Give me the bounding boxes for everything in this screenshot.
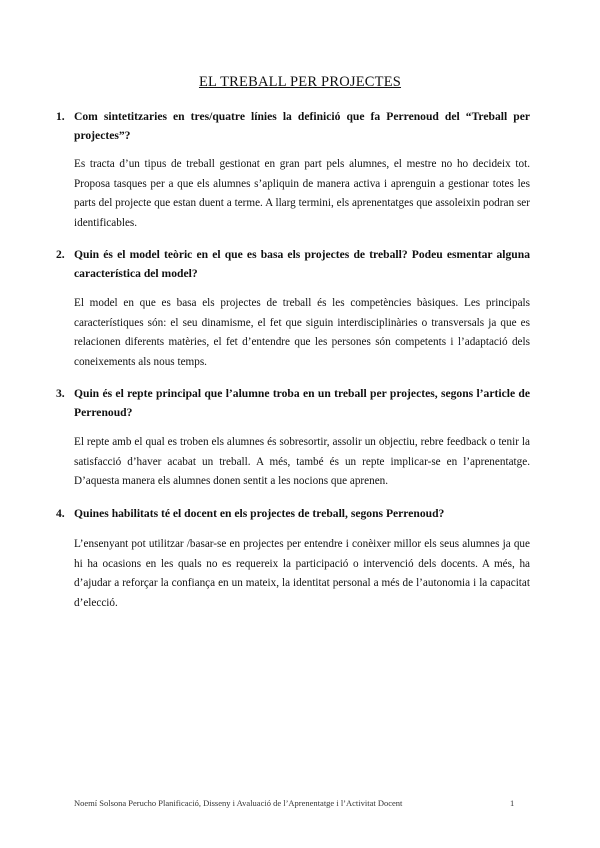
question-number: 4.: [56, 507, 65, 520]
question-text: Quines habilitats té el docent en els projectes de treball, segons Perrenoud?: [74, 507, 445, 520]
question-text: Quin és el repte principal que l’alumne troba en un treball per projectes, segons l’article de Perrenoud?: [74, 387, 530, 419]
question-3: [56, 384, 530, 422]
question-number: 3.: [56, 387, 65, 400]
page-number: 1: [510, 798, 515, 808]
answer-4: L’ensenyant pot utilitzar /basar-se en projectes per entendre i conèixer millor els seus alumnes ja que hi ha ocasions en les quals no es requereix la participació o intervenció dels docents. A més, ha d’ajudar a reforçar la confiança en un mateix, la identitat personal a més de l’autonomia i la capacitat d’elecció.: [74, 538, 530, 609]
question-text: Quin és el model teòric en el que es basa els projectes de treball? Podeu esmentar alguna característica del model?: [74, 248, 530, 280]
question-2: [56, 245, 530, 283]
question-text: Com sintetitzaries en tres/quatre línies la definició que fa Perrenoud del “Treball per projectes”?: [74, 110, 530, 142]
footer-text: Noemí Solsona Perucho Planificació, Disseny i Avaluació de l’Aprenentatge i l’Activitat Docent: [74, 798, 403, 808]
question-number: 2.: [56, 248, 65, 261]
question-1: [56, 107, 530, 145]
question-number: 1.: [56, 110, 65, 123]
page-title: EL TREBALL PER PROJECTES: [198, 74, 402, 90]
question-4: [56, 504, 530, 523]
answer-2: El model en que es basa els projectes de treball és les competències bàsiques. Les principals característiques són: el seu dinamisme, el fet que siguin interdisciplinàries o transversals ja que es relacionen diferents matèries, el fet d’entendre que les persones són competents i l’adaptació dels coneixements als nous temps.: [74, 297, 530, 368]
answer-3: El repte amb el qual es troben els alumnes és sobresortir, assolir un objectiu, rebre feedback o tenir la satisfacció d’haver acabat un treball. A més, també és un repte implicar-se en l’aprenentatge. D’aquesta manera els alumnes donen sentit a les nocions que aprenen.: [74, 436, 530, 487]
answer-1: Es tracta d’un tipus de treball gestionat en gran part pels alumnes, el mestre no ho decideix tot. Proposa tasques per a que els alumnes s’apliquin de manera activa i aprenguin a gestionar totes les parts del projecte que estan duent a terme. A llarg termini, els aprenentatges que assoleixin podran ser identificables.: [74, 158, 530, 229]
